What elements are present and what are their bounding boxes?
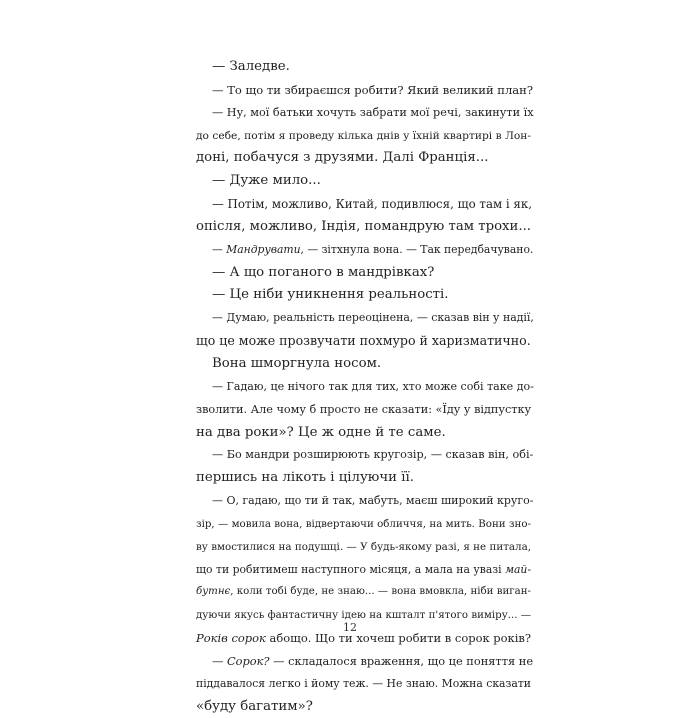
text-segment: — складалося враження, що це поняття не	[269, 653, 534, 668]
italic-segment: Сорок?	[226, 653, 270, 668]
text-segment: першись на лікоть і цілуючи її.	[196, 470, 414, 486]
text-line	[196, 216, 531, 239]
text-segment: зволити. Але чому б просто не сказати: «Їду у відпустку	[196, 402, 532, 416]
text-line	[196, 559, 531, 582]
text-line	[196, 262, 531, 285]
text-segment: абощо. Що ти хочеш робити в сорок років?	[265, 631, 531, 646]
text-line	[196, 536, 531, 559]
text-line	[196, 673, 531, 696]
text-segment: — То що ти збираєшся робити? Який великий план?	[212, 82, 534, 97]
text-segment: , — зітхнула вона. — Так передбачувано.	[300, 242, 534, 256]
text-segment: , коли тобі буде, не знаю... — вона вмовкла, ніби виган-	[230, 586, 531, 598]
text-segment: дуючи якусь фантастичну ідею на кшталт п'ятого виміру... —	[196, 609, 531, 622]
body-text	[196, 56, 534, 718]
text-line	[196, 79, 534, 102]
text-line	[196, 444, 534, 467]
italic-segment: май-	[505, 562, 531, 576]
text-segment: — Заледве.	[212, 59, 290, 74]
text-line	[196, 422, 531, 445]
text-line	[196, 147, 531, 170]
text-segment: — Потім, можливо, Китай, подивлюся, що там і як,	[212, 197, 532, 212]
text-line	[196, 467, 531, 490]
text-line	[196, 330, 531, 353]
text-segment: зір, — мовила вона, відвертаючи обличчя, на мить. Вони зно-	[196, 517, 531, 530]
text-line	[196, 376, 534, 399]
text-line	[196, 102, 534, 125]
text-line	[196, 490, 534, 513]
text-line	[196, 193, 531, 216]
text-segment: що це може прозвучати похмуро й харизматично.	[196, 333, 531, 349]
text-line	[196, 353, 531, 376]
text-segment: — Думаю, реальність переоцінена, — сказав він у надії,	[212, 311, 534, 325]
text-line	[196, 307, 534, 330]
text-line	[196, 56, 531, 79]
text-segment: — Ну, мої батьки хочуть забрати мої речі, закинути їх	[212, 105, 534, 119]
text-line	[196, 513, 531, 536]
text-segment: — А що поганого в мандрівках?	[212, 264, 435, 280]
text-segment: —	[212, 653, 227, 668]
italic-segment: Мандрувати	[226, 242, 301, 256]
text-segment: на два роки»? Це ж одне й те саме.	[196, 424, 446, 440]
italic-segment: Років сорок	[196, 631, 266, 646]
text-segment: що ти робитимеш наступного місяця, а мала на увазі	[196, 562, 506, 576]
text-segment: Вона шморгнула носом.	[212, 355, 382, 371]
text-line	[196, 170, 531, 193]
text-segment: ву вмостилися на подушці. — У будь-якому разі, я не питала,	[196, 540, 531, 553]
text-segment: — Бо мандри розширюють кругозір, — сказав він, обі-	[212, 448, 534, 462]
text-line	[196, 650, 534, 673]
text-line	[196, 581, 531, 604]
text-segment: — Гадаю, це нічого так для тих, хто може собі таке до-	[212, 379, 534, 393]
page-number: 12	[343, 621, 357, 634]
text-segment: — Це ніби уникнення реальності.	[212, 287, 449, 303]
text-segment: — О, гадаю, що ти й так, мабуть, маєш широкий круго-	[212, 494, 534, 508]
text-segment: доні, побачуся з друзями. Далі Франція...	[196, 150, 489, 166]
text-segment: — Дуже мило...	[212, 173, 321, 189]
text-segment: до себе, потім я проведу кілька днів у їхній квартирі в Лон-	[196, 128, 531, 142]
text-segment: «буду багатим»?	[196, 698, 313, 714]
text-segment: опісля, можливо, Індія, помандрую там трохи...	[196, 218, 531, 234]
text-line	[196, 239, 534, 262]
text-line	[196, 399, 531, 422]
italic-segment: бутнє	[196, 586, 231, 598]
text-line	[196, 696, 531, 718]
text-segment: —	[212, 242, 227, 256]
text-line	[196, 284, 531, 307]
text-line	[196, 125, 531, 148]
text-segment: піддавалося легко і йому теж. — Не знаю. Можна сказати	[196, 676, 531, 690]
